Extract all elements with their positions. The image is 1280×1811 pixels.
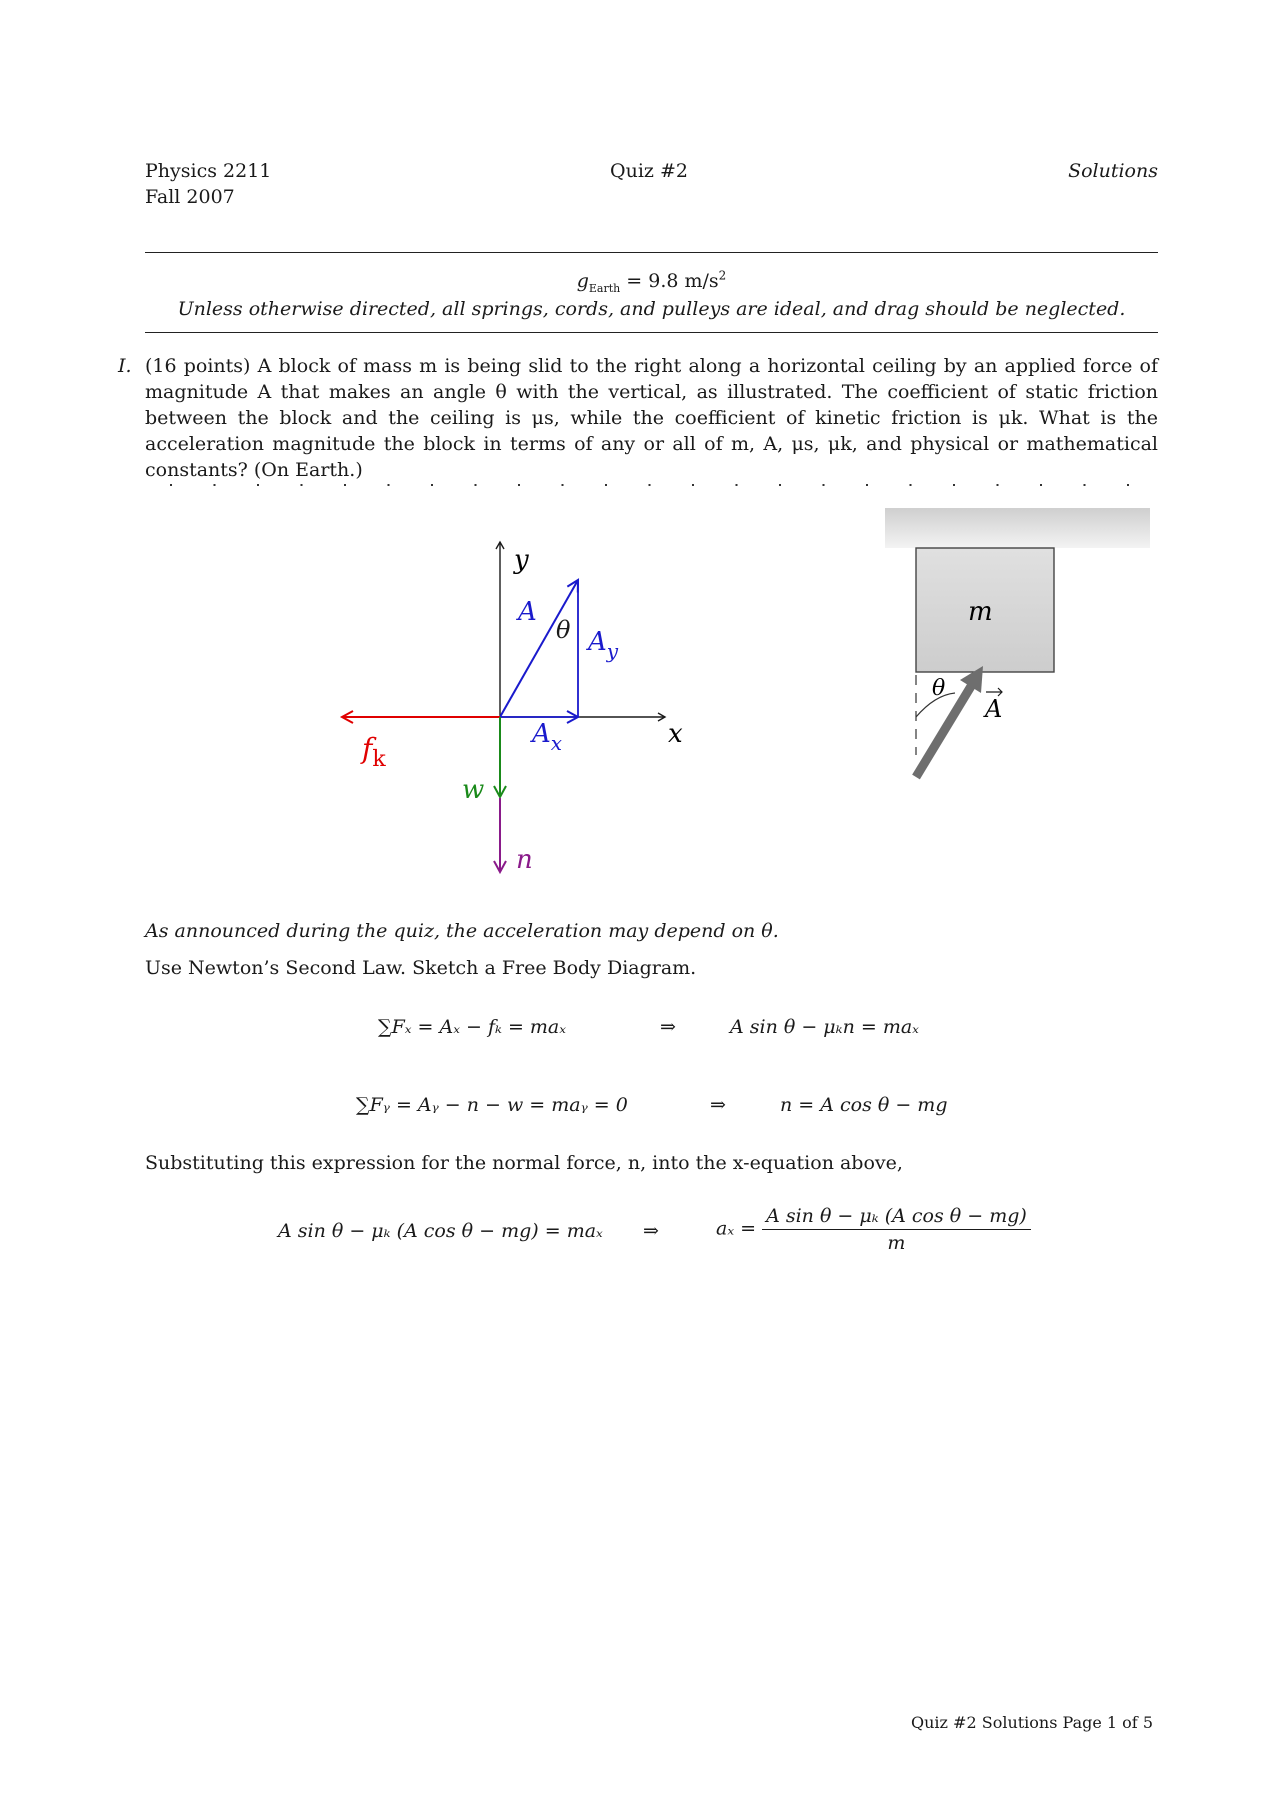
- w-label: w: [462, 775, 485, 805]
- dotted-separator: [150, 480, 1150, 490]
- eq-substituted: A sin θ − μₖ (A cos θ − mg) = maₓ: [278, 1220, 603, 1242]
- setup-theta-label: θ: [932, 676, 946, 701]
- solution-note: As announced during the quiz, the acceleration may depend on θ.: [145, 920, 779, 942]
- theta-label: θ: [556, 616, 571, 644]
- doc-kind: Solutions: [1068, 160, 1158, 182]
- eq3-implies: ⇒: [643, 1220, 659, 1242]
- top-rule: [145, 252, 1158, 253]
- problem-number: I.: [118, 355, 132, 377]
- x-axis-label: x: [668, 719, 683, 749]
- setup-sketch: [880, 505, 1160, 795]
- solution-instructions: Use Newton’s Second Law. Sketch a Free Body Diagram.: [145, 957, 697, 979]
- fraction-numerator: A sin θ − μₖ (A cos θ − mg): [762, 1205, 1031, 1230]
- eq-x-sum: ∑Fₓ = Aₓ − fₖ = maₓ: [378, 1016, 567, 1038]
- page-footer: Quiz #2 Solutions Page 1 of 5: [911, 1713, 1153, 1732]
- Ax-label: $A_x$: [532, 719, 563, 755]
- applied-force-vector: [500, 580, 578, 717]
- acceleration-result: [716, 1205, 1031, 1254]
- substitution-text: Substituting this expression for the normal force, n, into the x-equation above,: [145, 1152, 903, 1174]
- eq-normal-force: n = A cos θ − mg: [780, 1094, 948, 1116]
- eq-x-result: A sin θ − μₖn = maₓ: [730, 1016, 919, 1038]
- Ay-label: $A_y$: [588, 627, 619, 663]
- problem-text: (16 points) A block of mass m is being slid to the right along a horizontal ceiling by an applied force of magnitude A that makes an angle θ with the vertical, as illustrated. The coefficient of static friction between the block and the ceiling is μs, while the coefficient of kinetic friction is μk. What is the acceleration magnitude the block in terms of any or all of m, A, μs, μk, and physical or mathematical constants? (On Earth.): [145, 355, 1158, 481]
- quiz-title: Quiz #2: [610, 160, 688, 182]
- n-label: n: [516, 845, 533, 875]
- g-symbol: g: [576, 270, 589, 292]
- acceleration-fraction: [762, 1205, 1031, 1254]
- eq-y-sum: ∑Fᵧ = Aᵧ − n − w = maᵧ = 0: [356, 1094, 628, 1116]
- bottom-rule: [145, 332, 1158, 333]
- g-subscript: Earth: [588, 281, 621, 295]
- mass-label: m: [968, 597, 993, 627]
- fk-label: $f_k$: [362, 732, 386, 772]
- A-label: A: [518, 597, 537, 627]
- fraction-denominator: m: [887, 1232, 906, 1254]
- y-axis-label: y: [514, 545, 529, 575]
- acceleration-lhs: aₓ =: [716, 1217, 757, 1240]
- term: Fall 2007: [145, 186, 235, 208]
- free-body-diagram: [330, 530, 710, 880]
- g-value: = 9.8 m/s: [626, 270, 719, 292]
- A-vector-label: A: [985, 695, 1003, 723]
- g-exponent: 2: [718, 268, 727, 283]
- applied-force-arrow: [916, 678, 976, 777]
- eq2-implies: ⇒: [710, 1094, 726, 1116]
- ceiling: [885, 508, 1150, 548]
- eq1-implies: ⇒: [660, 1016, 676, 1038]
- gravity-constant: [145, 268, 1158, 294]
- ideal-note: Unless otherwise directed, all springs, cords, and pulleys are ideal, and drag should be neglected.: [177, 298, 1126, 320]
- course-title: Physics 2211: [145, 160, 272, 182]
